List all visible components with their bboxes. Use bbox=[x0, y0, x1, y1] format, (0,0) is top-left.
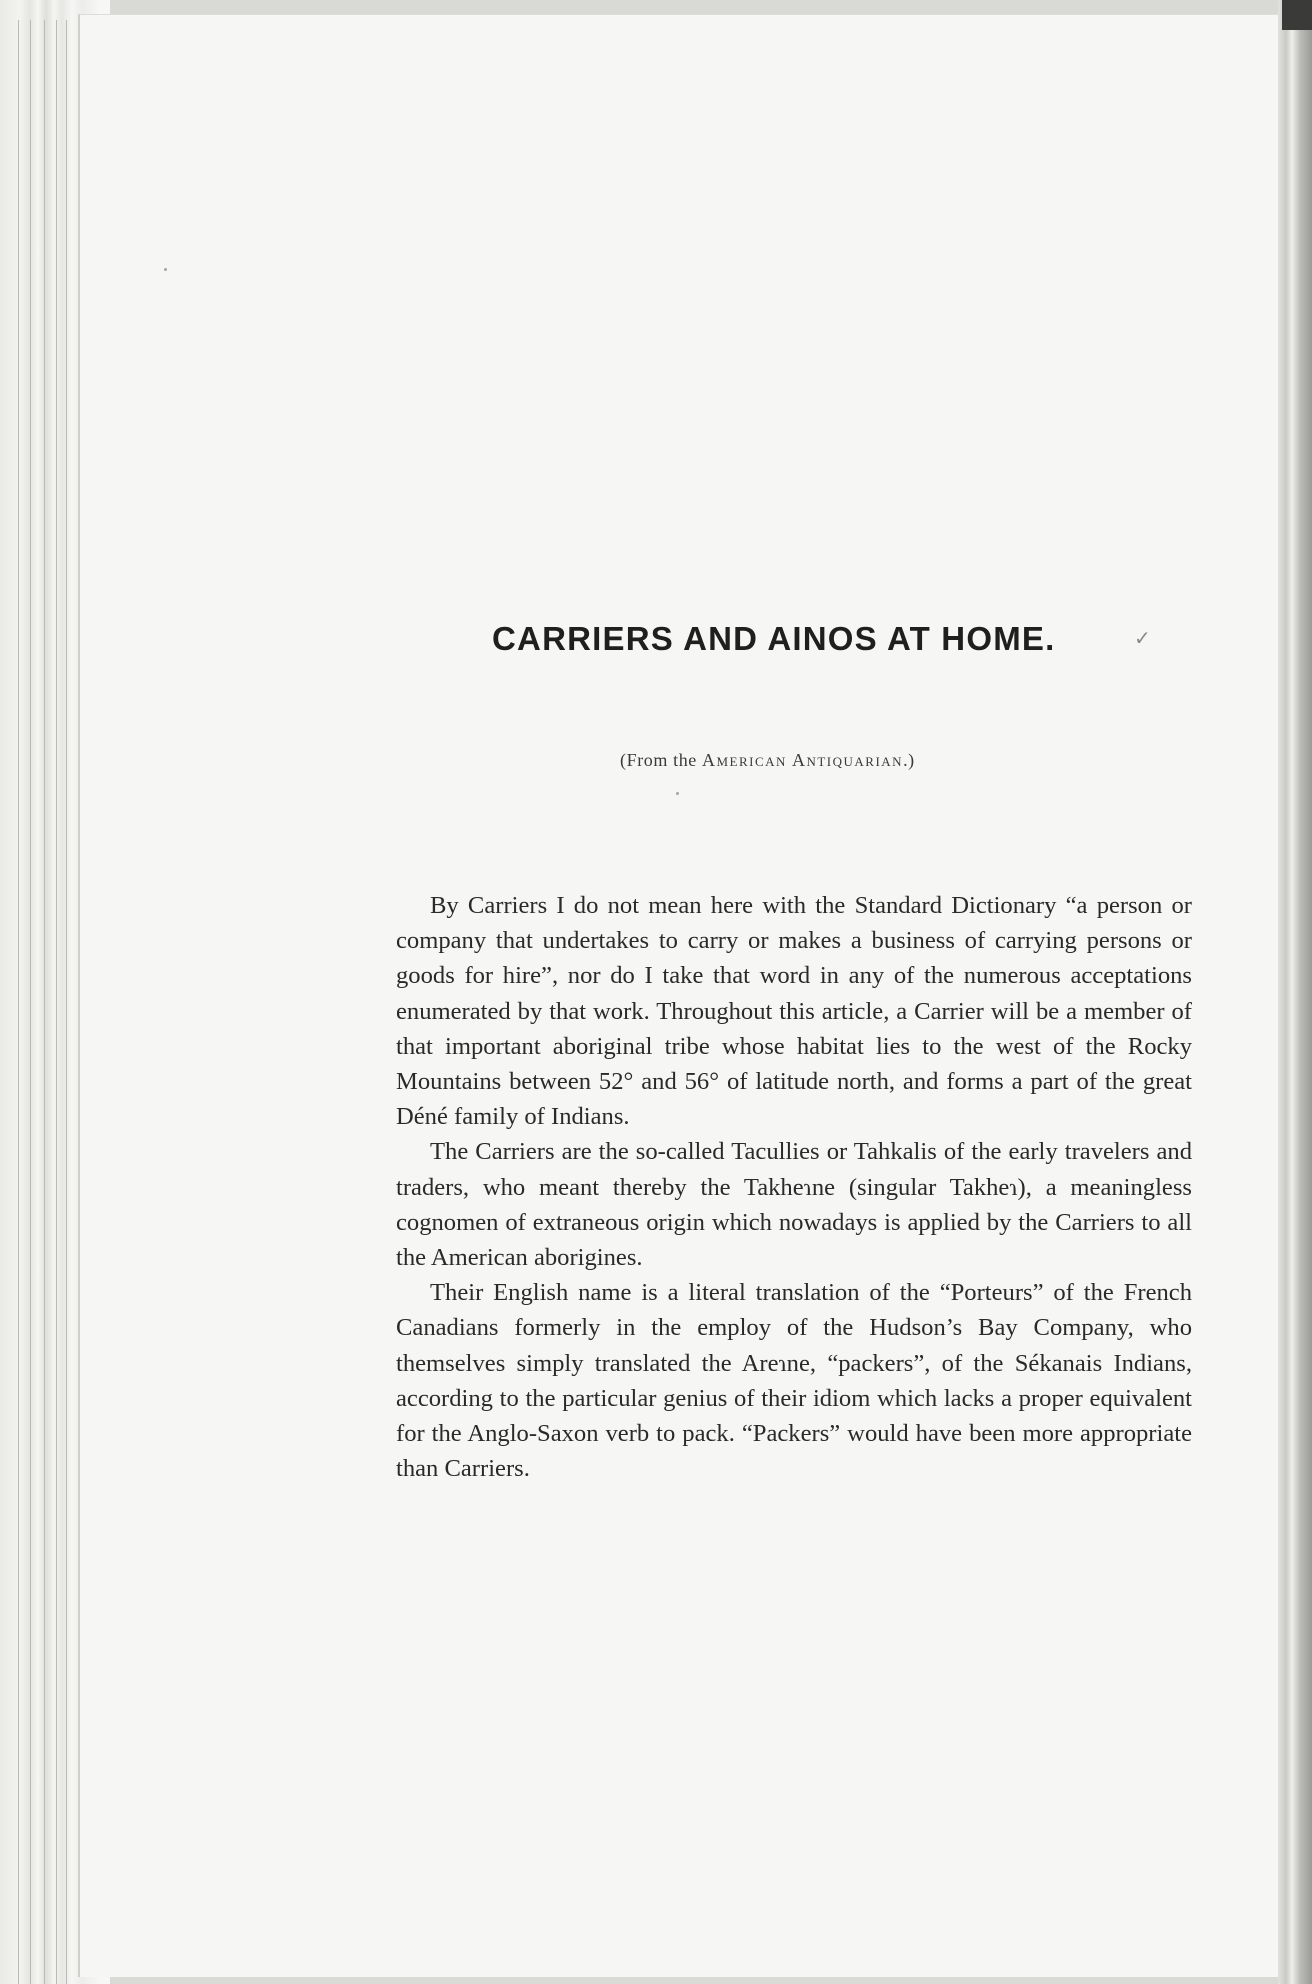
paragraph: By Carriers I do not mean here with the Standard Dictionary “a person or company that undertakes to carry or makes a business of carrying persons or goods for hire”, nor do I take that word in any of the numerous acceptations enumerated by that work. Throughout this article, a Carrier will be a member of that important aboriginal tribe whose habitat lies to the west of the Rocky Mountains between 52° and 56° of latitude north, and forms a part of the great Déné family of Indians. bbox=[396, 892, 1192, 1131]
page-right-edge bbox=[1278, 0, 1312, 1984]
page-edge-line bbox=[30, 20, 31, 1984]
page-edge-line bbox=[66, 20, 67, 1984]
source-publication: American Antiquarian bbox=[702, 750, 904, 770]
source-suffix: .) bbox=[903, 750, 915, 770]
pencil-tick-mark: ✓ bbox=[1134, 626, 1151, 650]
page-edge-line bbox=[18, 20, 19, 1984]
scan-corner bbox=[1282, 0, 1312, 30]
page-edge-line bbox=[44, 20, 45, 1984]
source-prefix: (From the bbox=[620, 750, 702, 770]
scan-speck bbox=[676, 792, 679, 795]
article-title: CARRIERS AND AINOS AT HOME. bbox=[492, 620, 1056, 657]
article-source bbox=[620, 750, 915, 771]
paragraph: Their English name is a literal translation of the “Porteurs” of the French Canadians formerly in the employ of the Hudson’s Bay Company, who themselves simply translated the Areɿne, “packers”, of the Sékanais Indians, according to the particular genius of their idiom which lacks a proper equivalent for the Anglo-Saxon verb to pack. “Packers” would have been more appropriate than Carriers. bbox=[396, 1279, 1192, 1483]
page-edge-line bbox=[56, 20, 57, 1984]
scan-speck bbox=[164, 268, 167, 271]
article-body bbox=[396, 888, 1192, 1486]
paragraph: The Carriers are the so-called Tacullies or Tahkalis of the early travelers and traders, who meant thereby the Takheɿne (singular Takheɿ), a meaningless cognomen of extraneous origin which nowadays is applied by the Carriers to all the American aborigines. bbox=[396, 1138, 1192, 1272]
